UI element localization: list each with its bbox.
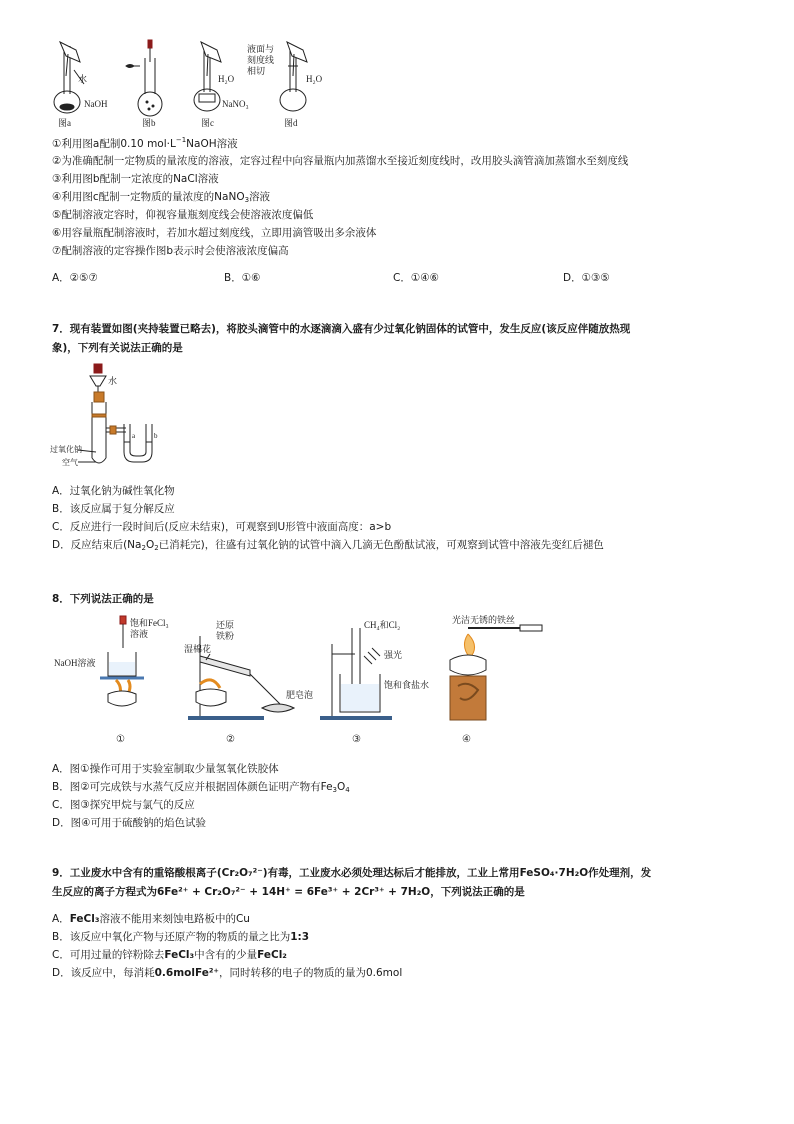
q7-option-a[interactable]: A．过氧化钠为碱性氧化物 [52,485,175,497]
q7-water-label: 水 [108,376,118,386]
q9-stem: 9．工业废水中含有的重铬酸根离子(Cr₂O₇²⁻)有毒，工业废水必须处理达标后才能排放，工业上常用FeSO₄·7H₂O作处理剂，发 生反应的离子方程式为6Fe²⁺ + Cr₂O₇²⁻ + 14H⁺ = 6Fe³⁺ + 2Cr³⁺ + 7H₂O，下列说法正确的是 [52,867,652,898]
q8-fig2-number: ② [226,734,235,745]
fig-b-drawing [126,40,162,116]
q9-equation: 6Fe²⁺ + Cr₂O₇²⁻ + 14H⁺ = 6Fe³⁺ + 2Cr³⁺ + 7H₂O [157,886,431,898]
fig-c-water-label: H₂O [218,74,235,84]
q8-stem: 8．下列说法正确的是 [52,593,154,605]
q6-option-a[interactable]: A．②⑤⑦ [52,272,98,284]
q8-figures [50,614,550,752]
q8-fig3-number: ③ [352,734,361,745]
q8-option-d[interactable]: D．图④可用于硫酸钠的焰色试验 [52,817,206,829]
q9-ion: (Cr₂O₇²⁻) [216,867,268,879]
q7-option-d[interactable]: D．反应结束后($Na_2O_2$已消耗完)，往盛有过氧化钠的试管中滴入几滴无色酚酞试液，可观察到试管中溶液先变红后褪色 [52,539,604,552]
q7-a-label: a [132,432,136,440]
q7-air-label: 空气 [62,458,78,467]
q8-fig3-label-2: 强光 [384,650,403,660]
q7-na2o2-label: 过氧化钠 [50,445,82,454]
q8-fig2-label-1: 还原 [216,620,235,630]
q8-fig2-label-2: 铁粉 [216,631,235,641]
fig-d-caption: 图d [284,118,298,128]
q8-option-b[interactable]: B．图②可完成铁与水蒸气反应并根据固体颜色证明产物有$Fe_3O_4$ [52,781,350,794]
q8-fig4-drawing [450,625,542,720]
q7-option-c[interactable]: C．反应进行一段时间后(反应未结束)，可观察到U形管中液面高度：a>b [52,521,392,533]
q6-option-c[interactable]: C．①④⑥ [393,272,440,284]
q6-statement-5: ⑤配制溶液定容时，仰视容量瓶刻度线会使溶液浓度偏低 [52,209,314,221]
q8-fig3-label-3: 饱和食盐水 [384,680,430,690]
fig-a-caption: 图a [58,118,71,128]
q8-option-a[interactable]: A．图①操作可用于实验室制取少量氢氧化铁胶体 [52,763,279,775]
q6-figures [44,36,334,132]
q8-fig1-label-3: NaOH溶液 [54,658,96,668]
q7-stem: 7．现有装置如图(夹持装置已略去)，将胶头滴管中的水逐滴滴入盛有少过氧化钠固体的试管中，发生反应(该反应伴随放热现 象)，下列有关说法正确的是 [52,323,631,354]
fig-b-caption: 图b [142,118,156,128]
q7-option-b[interactable]: B．该反应属于复分解反应 [52,503,175,515]
fig-c-caption: 图c [201,118,214,128]
fig-d-water-label: H₂O [306,74,323,84]
fig-d-drawing [280,42,307,111]
fig-d-label-2: 刻度线 [247,55,275,65]
q8-fig1-label-1: 饱和FeCl₃ [130,618,169,628]
q9-reagent: FeSO₄·7H₂O [519,867,589,879]
q7-figure [50,362,180,474]
q6-statement-1: ①利用图a配制0.10 $mol\cdot L^{-1}NaOH$溶液 [52,136,238,150]
q8-fig2-label-3: 湿棉花 [184,644,212,654]
q8-fig1-number: ① [116,734,125,745]
q9-option-c[interactable]: C．可用过量的锌粉除去FeCl₃中含有的少量FeCl₂ [52,949,287,961]
q8-fig1-label-2: 溶液 [130,629,149,639]
q9-option-a[interactable]: A．FeCl₃溶液不能用来刻蚀电路板中的Cu [52,913,250,925]
fig-d-label-1: 液面与 [247,44,275,54]
fig-a-water-label: 水 [78,74,88,84]
q6-statement-4: ④利用图c配制一定物质的量浓度的NaNO$_3$溶液 [52,191,271,204]
q6-option-b[interactable]: B．①⑥ [224,272,261,284]
q9-option-d[interactable]: D．该反应中，每消耗0.6molFe²⁺，同时转移的电子的物质的量为0.6mol [52,967,403,979]
q6-statement-6: ⑥用容量瓶配制溶液时，若加水超过刻度线，立即用滴管吸出多余液体 [52,227,377,239]
fig-a-naoh-label: NaOH [84,99,108,109]
fig-c-drawing [194,42,221,111]
q8-fig3-drawing [320,628,392,718]
fig-c-nano3-label: NaNO₃ [222,99,249,109]
q8-fig2-label-4: 肥皂泡 [286,690,314,700]
q8-fig3-label-1: CH₄和Cl₂ [364,620,401,630]
q9-option-b[interactable]: B．该反应中氧化产物与还原产物的物质的量之比为1:3 [52,931,310,943]
q7-b-label: b [154,432,158,440]
fig-d-label-3: 相切 [247,66,266,76]
q8-option-c[interactable]: C．图③探究甲烷与氯气的反应 [52,799,195,811]
q8-fig4-label-1: 光洁无锈的铁丝 [452,615,516,625]
q6-statement-2: ②为准确配制一定物质的量浓度的溶液，定容过程中向容量瓶内加蒸馏水至接近刻度线时，改用胶头滴管滴加蒸馏水至刻度线 [52,155,629,167]
q8-fig4-number: ④ [462,734,471,745]
q6-statement-3: ③利用图b配制一定浓度的NaCl溶液 [52,173,219,185]
q6-statement-7: ⑦配制溶液的定容操作图b表示时会使溶液浓度偏高 [52,245,289,257]
q6-option-d[interactable]: D．①③⑤ [563,272,610,284]
